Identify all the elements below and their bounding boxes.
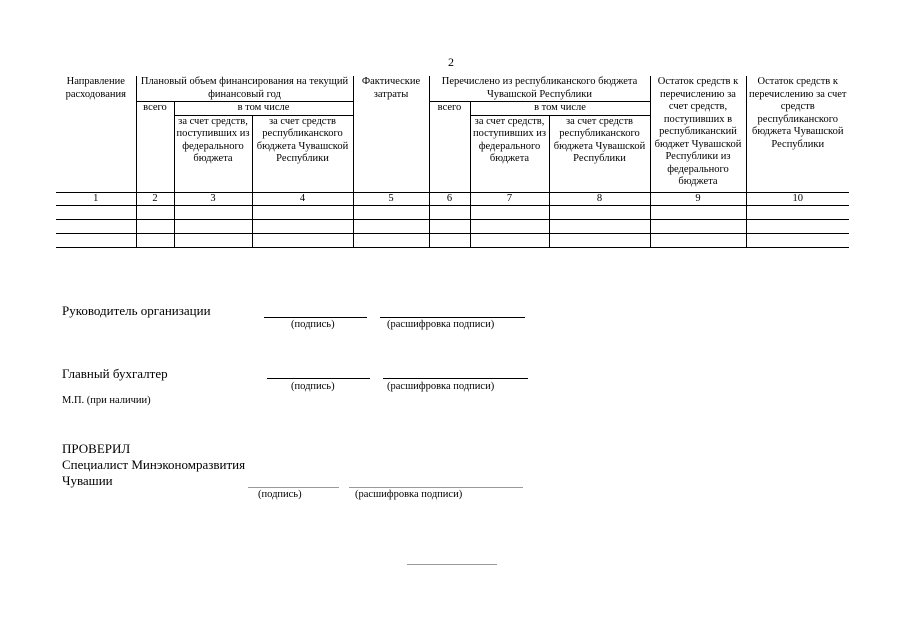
head-decoding-caption: (расшифровка подписи) [387, 319, 495, 330]
column-number: 7 [470, 192, 549, 205]
header-direction: Направление расходования [56, 76, 136, 192]
checker-decoding-line [349, 487, 523, 488]
header-actual-costs: Фактические затраты [353, 76, 429, 192]
chief-accountant-label: Главный бухгалтер [62, 366, 168, 381]
column-number: 5 [353, 192, 429, 205]
column-numbers-row [56, 192, 849, 205]
checked-label: ПРОВЕРИЛ [62, 441, 131, 456]
column-number: 9 [650, 192, 746, 205]
header-including-planned: в том числе [174, 102, 353, 116]
financing-report-table [56, 76, 849, 248]
header-planned-republic: за счет средств республиканского бюджета Чувашской Республики [252, 115, 353, 192]
table-row [56, 233, 849, 247]
accountant-signature-line [267, 378, 370, 379]
checker-signature-line [248, 487, 339, 488]
footer-separator [407, 564, 497, 565]
column-number: 1 [56, 192, 136, 205]
stamp-label: М.П. (при наличии) [62, 395, 151, 406]
specialist-label: Специалист Минэкономразвития [62, 457, 246, 472]
head-of-organization-label: Руководитель организации [62, 303, 211, 318]
head-signature-line [264, 317, 367, 318]
accountant-decoding-line [383, 378, 528, 379]
header-planned-financing: Плановый объем финансирования на текущий финансовый год [136, 76, 353, 102]
column-number: 6 [429, 192, 470, 205]
column-number: 10 [746, 192, 849, 205]
column-number: 3 [174, 192, 252, 205]
checker-signature-caption: (подпись) [258, 489, 302, 500]
header-total-transferred: всего [429, 102, 470, 193]
header-total-planned: всего [136, 102, 174, 193]
accountant-decoding-caption: (расшифровка подписи) [387, 381, 495, 392]
table-row [56, 219, 849, 233]
specialist-label-line2: Чувашии [62, 473, 113, 488]
head-signature-caption: (подпись) [291, 319, 335, 330]
header-including-transferred: в том числе [470, 102, 650, 116]
column-number: 2 [136, 192, 174, 205]
table-row [56, 205, 849, 219]
header-transferred-federal: за счет средств, поступивших из федерального бюджета [470, 115, 549, 192]
column-number: 8 [549, 192, 650, 205]
checker-decoding-caption: (расшифровка подписи) [355, 489, 463, 500]
column-number: 4 [252, 192, 353, 205]
header-remainder-federal: Остаток средств к перечислению за счет средств, поступивших в республиканский бюджет Чувашской Республики из федерального бюджета [650, 76, 746, 192]
header-remainder-republic: Остаток средств к перечислению за счет средств республиканского бюджета Чувашской Республики [746, 76, 849, 192]
header-transferred: Перечислено из республиканского бюджета Чувашской Республики [429, 76, 650, 102]
header-transferred-republic: за счет средств республиканского бюджета Чувашской Республики [549, 115, 650, 192]
header-planned-federal: за счет средств, поступивших из федерального бюджета [174, 115, 252, 192]
accountant-signature-caption: (подпись) [291, 381, 335, 392]
head-decoding-line [380, 317, 525, 318]
page-number: 2 [448, 55, 454, 69]
